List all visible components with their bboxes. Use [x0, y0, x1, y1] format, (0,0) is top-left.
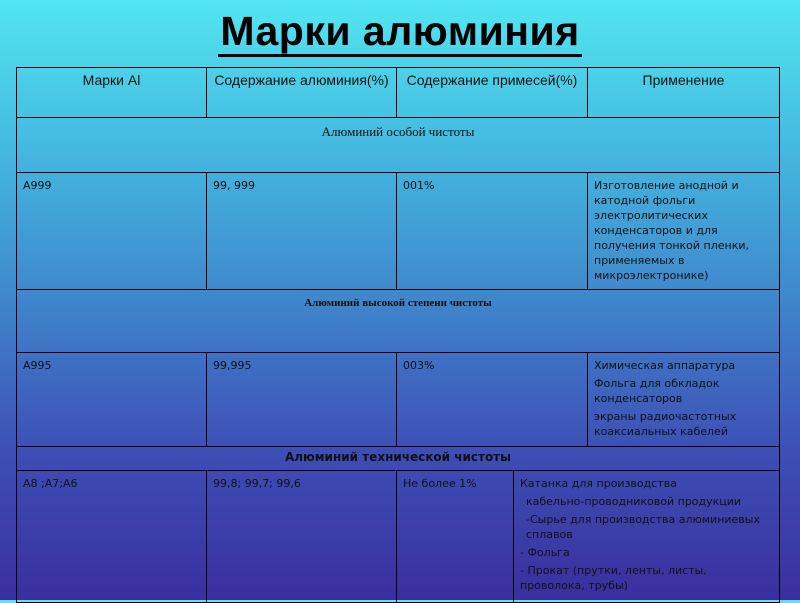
cell-application: [588, 353, 780, 447]
header-application: Применение: [588, 68, 780, 118]
group-row-high-purity: [17, 290, 780, 353]
header-impurity-content: Содержание примесей(%): [397, 68, 588, 118]
application-item: Химическая аппаратура: [594, 359, 736, 372]
table-row: [17, 173, 780, 290]
cell-application: Изготовление анодной и катодной фольги электролитических конденсаторов и для получения тонкой пленки, применяемых в микроэлектронике): [588, 173, 780, 290]
group-row-special-purity: [17, 118, 780, 173]
group-row-technical-purity: [17, 447, 780, 471]
cell-aluminum: 99,995: [207, 353, 397, 447]
cell-grade: А999: [17, 173, 207, 290]
cell-impurities: 003%: [397, 353, 588, 447]
application-item: -Сырье для производства алюминиевых сплавов: [526, 513, 760, 541]
page-title: Марки алюминия: [0, 8, 800, 55]
cell-application: [514, 471, 780, 603]
cell-impurities: 001%: [397, 173, 588, 290]
application-item: экраны радиочастотных коаксиальных кабелей: [594, 410, 737, 438]
header-aluminum-content: Содержание алюминия(%): [207, 68, 397, 118]
aluminum-grades-table: [16, 67, 780, 603]
application-item: - Фольга: [520, 546, 570, 559]
cell-aluminum: 99,8; 99,7; 99,6: [207, 471, 397, 603]
application-item: Катанка для производства: [520, 477, 677, 490]
cell-aluminum: 99, 999: [207, 173, 397, 290]
application-item: кабельно-проводниковой продукции: [526, 495, 742, 508]
header-grade: Марки Al: [17, 68, 207, 118]
cell-grade: А995: [17, 353, 207, 447]
application-item: - Прокат (прутки, ленты, листы, проволока, трубы): [520, 564, 707, 592]
group-label: Алюминий технической чистоты: [17, 447, 780, 471]
table-row: [17, 353, 780, 447]
table-row: [17, 471, 780, 603]
group-label: Алюминий особой чистоты: [17, 118, 780, 173]
cell-grade: А8 ;А7;А6: [17, 471, 207, 603]
group-label: Алюминий высокой степени чистоты: [17, 290, 780, 353]
cell-impurities: Не более 1%: [397, 471, 514, 603]
application-item: Фольга для обкладок конденсаторов: [594, 377, 720, 405]
table-header-row: [17, 68, 780, 118]
